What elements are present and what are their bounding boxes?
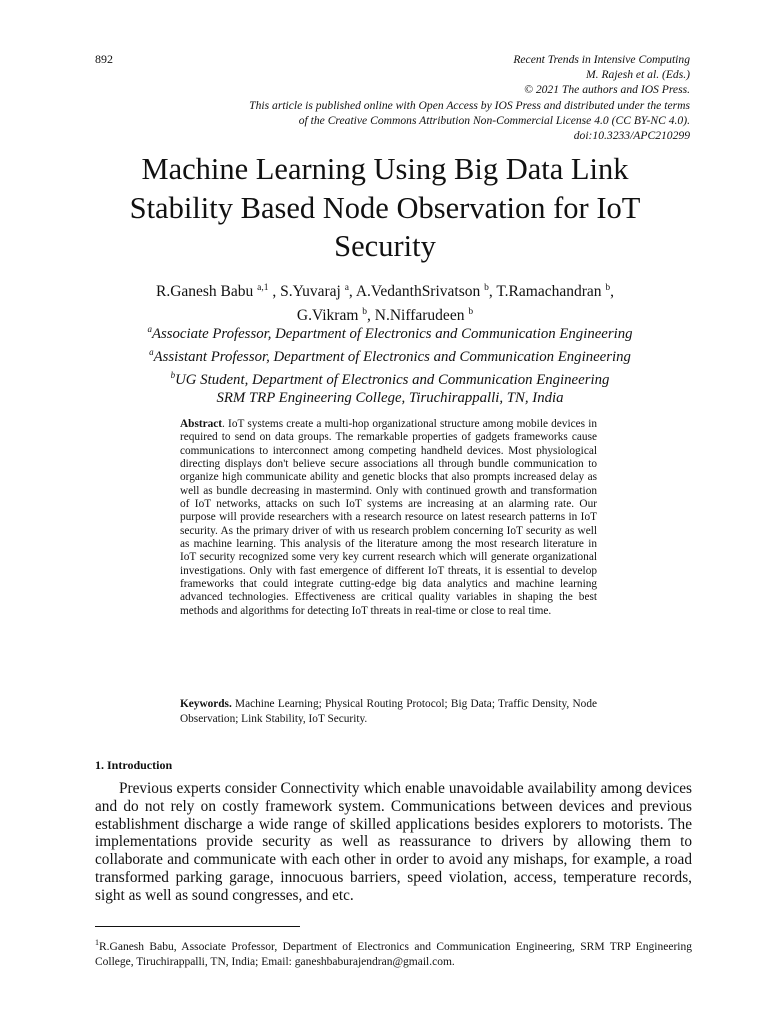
introduction-paragraph: Previous experts consider Connectivity which enable unavoidable availability among devices and do not rely on costly framework system. Communications between devices and previous establishment discharge a wide range of skilled applications besides explorers to motorists. The implementations provide security as well as reassurance to drivers by allowing them to collaborate and communicate with each other in order to avoid any mishaps, for example, a road transformed parking garage, innocuous barriers, speed violation, access, temperature records, sight as well as sound congresses, and etc.: [95, 780, 692, 904]
paper-title: Machine Learning Using Big Data Link Stability Based Node Observation for IoT Security: [129, 152, 641, 263]
affiliation-mark: b: [170, 370, 176, 381]
header-line-doi: doi:10.3233/APC210299: [573, 129, 690, 143]
keywords: [180, 697, 597, 727]
author-name: G.Vikram: [296, 307, 359, 325]
author-separator: ,: [610, 283, 615, 301]
affiliation-list: [90, 320, 690, 408]
footnote-text: R.Ganesh Babu, Associate Professor, Department of Electronics and Communication Engineering, SRM TRP Engineering College, Tiruchirappalli, TN, India; Email: ganeshbaburajendran@gmail.com.: [95, 940, 692, 968]
page-number: 892: [95, 52, 113, 66]
affiliation-text: UG Student, Department of Electronics and Communication Engineering: [175, 372, 610, 389]
author-affiliation-mark: b: [468, 307, 474, 318]
keywords-label: Keywords.: [180, 698, 232, 710]
affiliation-mark: a: [149, 347, 154, 358]
author-name: N.Niffarudeen: [374, 307, 465, 325]
abstract-label: Abstract: [180, 418, 223, 430]
affiliation-line: [90, 320, 690, 343]
author-affiliation-mark: a,1: [257, 283, 269, 293]
publication-header: [50, 52, 690, 143]
author-name: A.VedanthSrivatson: [355, 283, 481, 301]
section-number: 1.: [95, 758, 104, 772]
affiliation-line: [90, 389, 690, 407]
affiliation-text: SRM TRP Engineering College, Tiruchirappalli, TN, India: [216, 390, 564, 407]
author-name: S.Yuvaraj: [280, 283, 341, 301]
section-title: Introduction: [104, 758, 173, 772]
header-line-license-2: of the Creative Commons Attribution Non-Commercial License 4.0 (CC BY-NC 4.0).: [298, 113, 690, 127]
abstract: [180, 418, 597, 618]
header-line-license-1: This article is published online with Open Access by IOS Press and distributed under the terms: [249, 98, 690, 112]
header-line-copyright: © 2021 The authors and IOS Press.: [524, 83, 690, 97]
section-heading: [95, 758, 172, 773]
header-line-book-title: Recent Trends in Intensive Computing: [513, 53, 690, 66]
author-separator: ,: [268, 283, 281, 301]
author-affiliation-mark: b: [484, 283, 489, 293]
abstract-text: . IoT systems create a multi-hop organizational structure among mobile devices in required to send on data groups. The remarkable properties of gadgets frameworks cause communications to interconnect among competing handheld devices. Most physiological directing displays don't believe secure associations all through bundle communication to organize high communicate ability and genetic blocks that also prompts increased delay as well as bundle decreasing in mastermind. Only with continued growth and transformation of IoT networks, attacks on such IoT systems are increasing at an alarming rate. Our purpose will provide researchers with a research resource on latest research patterns in IoT security. As the primary driver of with us research problem concerning IoT security as well as machine learning. This analysis of the literature among the most research literature in IoT security recognized some very key current research which will generate organizational investigations. Only with fast emergence of different IoT threats, it is essential to develop frameworks that could integrate cutting-edge big data analytics and machine learning advanced technologies. Effectiveness are critical quality variables in shaping the best methods and algorithms for detecting IoT threats in real-time or close to real time.: [180, 418, 597, 617]
affiliation-text: Associate Professor, Department of Electronics and Communication Engineering: [151, 325, 633, 342]
author-affiliation-mark: a: [344, 283, 349, 293]
affiliation-line: [90, 343, 690, 366]
author-name: T.Ramachandran: [496, 283, 602, 301]
affiliation-text: Assistant Professor, Department of Electronics and Communication Engineering: [153, 349, 631, 366]
affiliation-line: [90, 366, 690, 389]
author-separator: ,: [488, 283, 497, 301]
footnote: [95, 935, 692, 970]
footnote-divider: [95, 926, 300, 927]
author-separator: ,: [367, 307, 375, 325]
header-line-editors: M. Rajesh et al. (Eds.): [586, 68, 690, 82]
keywords-text: Machine Learning; Physical Routing Protocol; Big Data; Traffic Density, Node Observation; Link Stability, IoT Security.: [180, 698, 597, 725]
author-name: R.Ganesh Babu: [155, 283, 254, 301]
author-separator: ,: [348, 283, 356, 301]
affiliation-mark: a: [147, 324, 152, 334]
footnote-mark: 1: [95, 938, 99, 947]
author-affiliation-mark: b: [362, 307, 368, 318]
author-affiliation-mark: b: [605, 283, 611, 293]
